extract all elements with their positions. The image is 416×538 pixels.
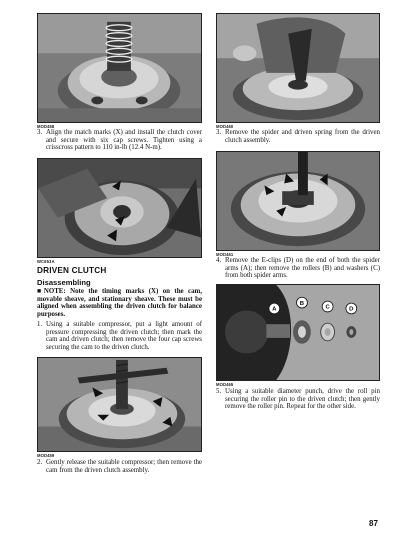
left-step-2 bbox=[37, 459, 202, 474]
step-number: 4. bbox=[216, 257, 222, 264]
note-timing-marks: ■NOTE: Note the timing marks (X) on the cam, movable sheave, and stationary sheave. These must be aligned when assembling the driven clutch for balance purposes. bbox=[37, 288, 202, 318]
step-text: Remove the E-clips (D) on the end of both the spider arms (A); then remove the rollers (B) and washers (C) from both spider arms. bbox=[225, 257, 380, 280]
left-step-3 bbox=[37, 129, 202, 152]
left-step-1 bbox=[37, 321, 202, 351]
step-number: 1. bbox=[37, 321, 43, 328]
photo-clutch-cover-install bbox=[37, 13, 202, 123]
photo-spider-removal bbox=[216, 13, 380, 123]
step-text: Using a suitable diameter punch, drive the roll pin securing the roller pin to the driven clutch; then gently remove the roller pin. Repeat for the other side. bbox=[225, 388, 380, 411]
section-title: DRIVEN CLUTCH bbox=[37, 266, 107, 275]
page-number: 87 bbox=[369, 519, 378, 528]
figure-code: MOD461 bbox=[216, 252, 234, 257]
callout-label-b: B bbox=[299, 300, 305, 307]
step-text: Gently release the suitable compressor; then remove the cam from the driven clutch assembly. bbox=[46, 459, 202, 474]
step-number: 3. bbox=[216, 129, 222, 136]
right-step-3 bbox=[216, 129, 380, 144]
callout-label-d: D bbox=[349, 306, 354, 313]
step-number: 5. bbox=[216, 388, 222, 395]
step-number: 3. bbox=[37, 129, 43, 136]
step-text: Align the match marks (X) and install the clutch cover and secure with six cap screws. Tighten using a crisscross pattern to 110 in-lb (12.4 N-m). bbox=[46, 129, 202, 152]
right-step-5 bbox=[216, 388, 380, 411]
step-text: Using a suitable compressor, put a light amount of pressure compressing the driven clutch; then mark the cam and driven clutch; then remove the four cap screws securing the cam to the driven clutch. bbox=[46, 321, 202, 351]
figure-code: MOD459 bbox=[37, 453, 55, 458]
figure-code: WC653A bbox=[37, 259, 55, 264]
photo-clutch-match-marks bbox=[37, 158, 202, 258]
photo-spider-arms bbox=[216, 151, 380, 251]
figure-code: MOD465 bbox=[216, 382, 234, 387]
callout-label-c: C bbox=[325, 304, 330, 311]
step-number: 2. bbox=[37, 459, 43, 466]
callout-label-a: A bbox=[272, 306, 277, 313]
subsection-title: Disassembling bbox=[37, 278, 91, 287]
right-step-4 bbox=[216, 257, 380, 280]
photo-spider-arm-parts bbox=[216, 284, 380, 381]
figure-code: MOD460 bbox=[216, 124, 234, 129]
figure-code: MOD458 bbox=[37, 124, 55, 129]
photo-driven-clutch-compressor bbox=[37, 357, 202, 452]
step-text: Remove the spider and driven spring from the driven clutch assembly. bbox=[225, 129, 380, 144]
